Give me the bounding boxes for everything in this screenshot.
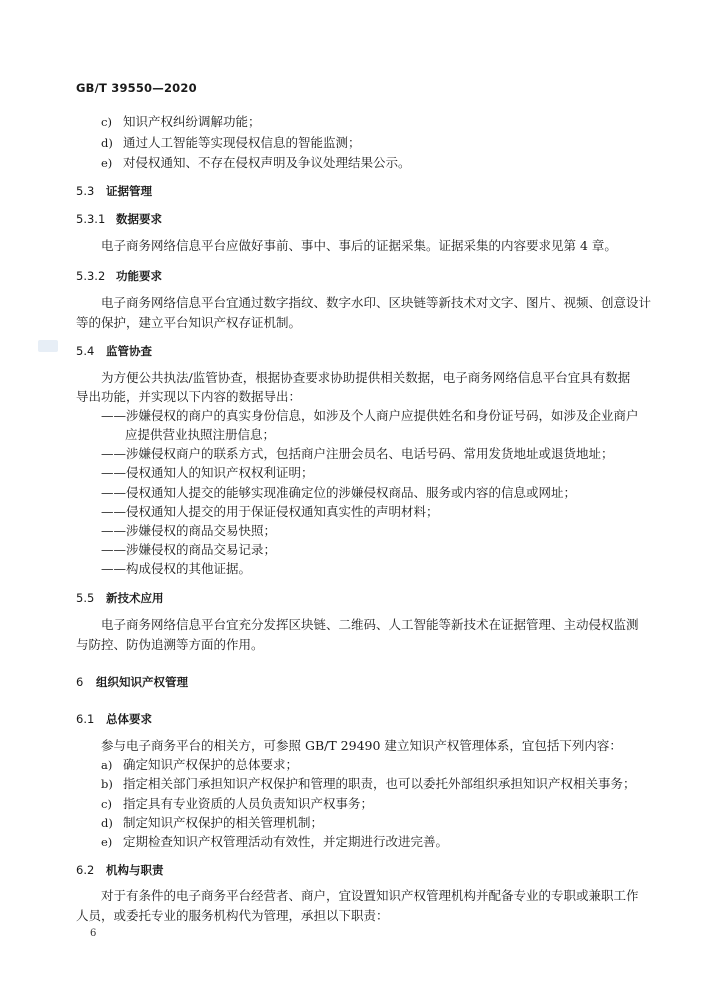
paragraph-line: 人员，或委托专业的服务机构代为管理，承担以下职责： [76,908,389,923]
dash-item-cont: 应提供营业执照注册信息； [125,427,276,442]
dash-item: ——涉嫌侵权商户的联系方式，包括商户注册会员名、电话号码、常用发货地址或退货地址； [101,446,614,461]
dash-item: ——侵权通知人的知识产权权利证明； [101,465,314,480]
dash-item: ——构成侵权的其他证据。 [101,561,252,576]
section-heading: 5.4 监管协查 [76,344,152,358]
dash-item: ——侵权通知人提交的用于保证侵权通知真实性的声明材料； [101,504,439,519]
paragraph-line: 为方便公共执法/监管协查，根据协查要求协助提供相关数据，电子商务网络信息平台宜具有数据 [101,370,631,385]
list-item: c) 指定具有专业资质的人员负责知识产权事务； [101,796,374,811]
page-number: 6 [90,928,97,939]
paragraph-line: 对于有条件的电子商务平台经营者、商户，宜设置知识产权管理机构并配备专业的专职或兼职工作 [101,888,639,903]
section-heading: 6.2 机构与职责 [76,863,164,877]
chapter-heading: 6 组织知识产权管理 [76,675,188,689]
list-item: d) 制定知识产权保护的相关管理机制； [101,815,324,830]
list-item: b) 指定相关部门承担知识产权保护和管理的职责，也可以委托外部组织承担知识产权相关事务； [101,776,636,791]
list-item: e) 对侵权通知、不存在侵权声明及争议处理结果公示。 [101,155,411,170]
section-heading: 5.3.2 功能要求 [76,269,162,283]
paragraph-line: 等的保护，建立平台知识产权存证机制。 [76,315,302,330]
dash-item: ——侵权通知人提交的能够实现准确定位的涉嫌侵权商品、服务或内容的信息或网址； [101,485,577,500]
paragraph-line: 导出功能，并实现以下内容的数据导出： [76,389,302,404]
list-item: c) 知识产权纠纷调解功能； [101,114,261,129]
section-heading: 5.3.1 数据要求 [76,212,162,226]
paragraph-line: 电子商务网络信息平台宜通过数字指纹、数字水印、区块链等新技术对文字、图片、视频、创意设计 [101,295,652,310]
paragraph-line: 电子商务网络信息平台宜充分发挥区块链、二维码、人工智能等新技术在证据管理、主动侵权监测 [101,617,639,632]
section-heading: 5.3 证据管理 [76,184,152,198]
dash-item: ——涉嫌侵权的商品交易记录； [101,542,277,557]
paragraph-line: 参与电子商务平台的相关方，可参照 GB/T 29490 建立知识产权管理体系，宜包括下列内容： [101,738,622,753]
standard-header: GB/T 39550—2020 [76,81,197,95]
list-item: d) 通过人工智能等实现侵权信息的智能监测； [101,135,361,150]
dash-item: ——涉嫌侵权的商户的真实身份信息，如涉及个人商户应提供姓名和身份证号码，如涉及企业商户 [101,408,639,423]
paragraph-line: 电子商务网络信息平台应做好事前、事中、事后的证据采集。证据采集的内容要求见第 4 章。 [101,238,617,253]
list-item: e) 定期检查知识产权管理活动有效性，并定期进行改进完善。 [101,834,449,849]
section-heading: 6.1 总体要求 [76,712,152,726]
list-item: a) 确定知识产权保护的总体要求； [101,757,299,772]
dash-item: ——涉嫌侵权的商品交易快照； [101,523,277,538]
margin-tab-marker [38,340,58,352]
paragraph-line: 与防控、防伪追溯等方面的作用。 [76,637,264,652]
section-heading: 5.5 新技术应用 [76,591,164,605]
